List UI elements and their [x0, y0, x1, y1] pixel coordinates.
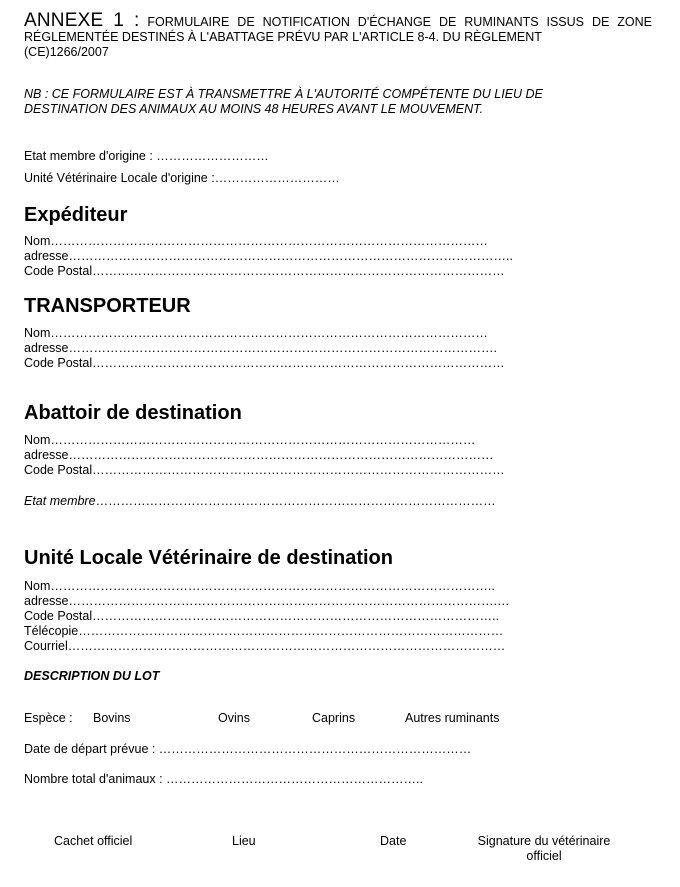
annex-title: [24, 10, 652, 60]
annex-label: ANNEXE 1 :: [24, 10, 140, 31]
unite-locale-telecopie-field[interactable]: Télécopie…………………………………………………………………………………………: [24, 624, 504, 638]
expediteur-adresse-field[interactable]: adresse……………………………………………………………………………………………..: [24, 249, 513, 263]
unite-locale-adresse-field[interactable]: adresse………………………………………………………………………………………….…: [24, 594, 510, 608]
transporteur-heading: TRANSPORTEUR: [24, 295, 191, 317]
expediteur-nom-field[interactable]: Nom……………………………………………………………………………………………: [24, 234, 488, 248]
annex-regulation-ref: (CE)1266/2007: [24, 45, 109, 59]
transmission-note: NB : CE FORMULAIRE EST À TRANSMETTRE À L'AUTORITÉ COMPÉTENTE DU LIEU DE DESTINATION DES ANIMAUX AU MOINS 48 HEURES AVANT LE MOUVEMENT.: [24, 87, 543, 116]
abattoir-nom-field[interactable]: Nom…………………………………………………………………………………………: [24, 433, 476, 447]
date-depart-field[interactable]: Date de départ prévue : …………………………………………………………………: [24, 742, 472, 756]
species-option-bovins[interactable]: Bovins: [93, 711, 131, 725]
abattoir-adresse-field[interactable]: adresse…………………………………………………………………………………………: [24, 448, 494, 462]
transporteur-adresse-field[interactable]: adresse………………………………………………………………………………………….: [24, 341, 497, 355]
unite-locale-code-postal-field[interactable]: Code Postal……………………………………………………………………………………..: [24, 609, 500, 623]
unite-locale-nom-field[interactable]: Nom……………………………………………………………………………………………..: [24, 579, 495, 593]
species-option-caprins[interactable]: Caprins: [312, 711, 356, 725]
transporteur-code-postal-field[interactable]: Code Postal………………………………………………………………………………………: [24, 356, 505, 370]
signature-label-line2: officiel: [526, 849, 562, 863]
date-label: Date: [380, 834, 407, 848]
abattoir-etat-membre-field[interactable]: [24, 494, 496, 509]
espece-label: Espèce :: [24, 711, 73, 725]
unite-locale-heading: Unité Locale Vétérinaire de destination: [24, 547, 393, 569]
lieu-label: Lieu: [232, 834, 256, 848]
abattoir-heading: Abattoir de destination: [24, 402, 242, 424]
transporteur-nom-field[interactable]: Nom……………………………………………………………………………………………: [24, 326, 488, 340]
unite-locale-courriel-field[interactable]: Courriel……………………………………………………………………………………………: [24, 639, 506, 653]
lot-heading: DESCRIPTION DU LOT: [24, 669, 160, 683]
abattoir-code-postal-field[interactable]: Code Postal………………………………………………………………………………………: [24, 463, 505, 477]
nombre-animaux-field[interactable]: Nombre total d'animaux : ……………………………………………………..: [24, 772, 423, 786]
cachet-officiel-label: Cachet officiel: [54, 834, 133, 848]
species-option-ovins[interactable]: Ovins: [218, 711, 250, 725]
origin-vet-unit-field[interactable]: Unité Vétérinaire Locale d'origine :…………………………: [24, 171, 340, 185]
etat-membre-dots: ……………………………………………………………………………………: [95, 494, 496, 508]
origin-member-state-field[interactable]: Etat membre d'origine : ………………………: [24, 149, 269, 163]
expediteur-code-postal-field[interactable]: Code Postal………………………………………………………………………………………: [24, 264, 505, 278]
annex-title-text: FORMULAIRE DE NOTIFICATION D'ÉCHANGE DE RUMINANTS ISSUS DE ZONE RÉGLEMENTÉE DESTINÉS À L'ABATTAGE PRÉVU PAR L'ARTICLE 8-4. DU RÈGLEMENT: [24, 15, 652, 44]
species-option-autres[interactable]: Autres ruminants: [405, 711, 500, 725]
signature-label-line1: Signature du vétérinaire: [477, 834, 611, 848]
expediteur-heading: Expéditeur: [24, 204, 128, 226]
etat-membre-label: Etat membre: [24, 494, 96, 508]
signature-label: [470, 834, 618, 864]
